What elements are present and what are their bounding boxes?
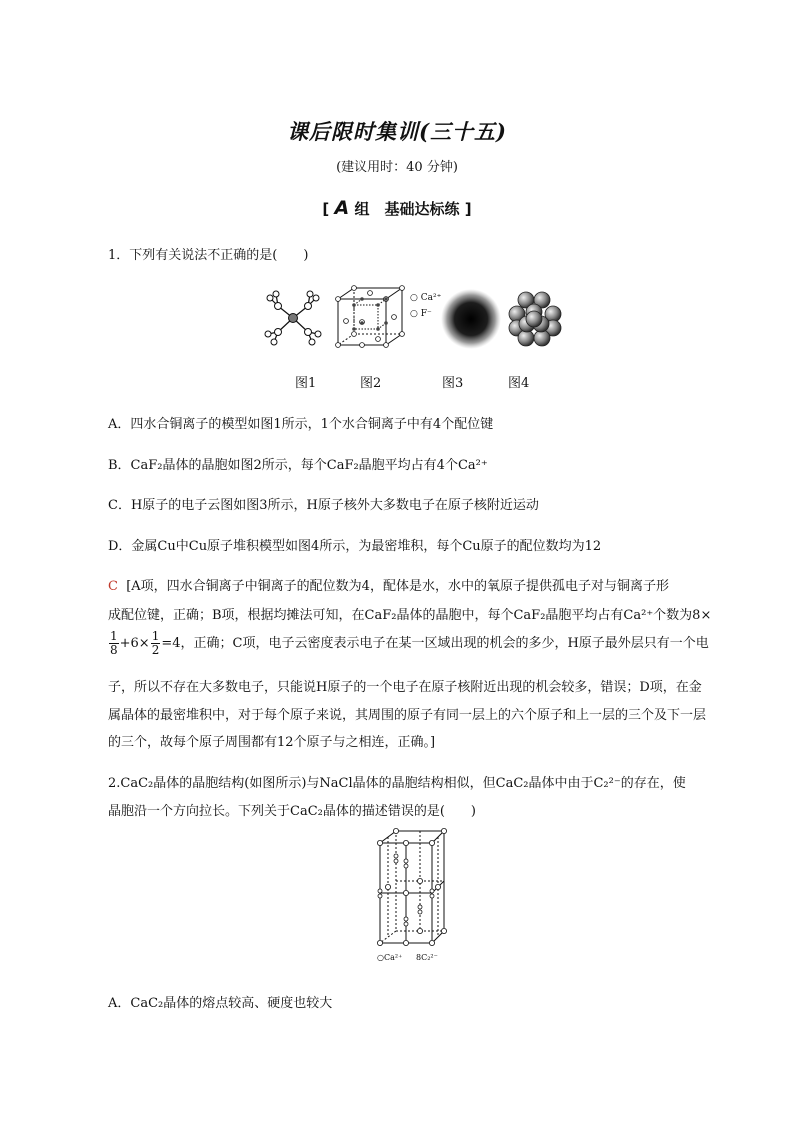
q1-option-a: A．四水合铜离子的模型如图1所示，1个水合铜离子中有4个配位键 bbox=[108, 417, 494, 432]
fig2-caf2-cell bbox=[334, 285, 406, 349]
fig1-label: 图1 bbox=[295, 376, 317, 391]
fig1-cu-h2o-model bbox=[262, 288, 324, 348]
bracket-close: ] bbox=[464, 200, 472, 218]
q1-option-d: D．金属Cu中Cu原子堆积模型如图4所示，为最密堆积，每个Cu原子的配位数均为12 bbox=[108, 539, 602, 554]
q2-stem-line-2: 晶胞沿一个方向拉长。下列关于CaC₂晶体的描述错误的是( ) bbox=[108, 804, 476, 819]
group-text: 组 基础达标练 bbox=[354, 200, 460, 218]
q1-explain-line-3: $\frac{1}{8}$ +6× $\frac{1}{2}$ =4，正确；C项，电子云密度表示电子在某一区域出现的机会的多少，H原子最外层只有一个电 bbox=[110, 629, 709, 657]
q1-option-c: C．H原子的电子云图如图3所示，H原子核外大多数电子在原子核附近运动 bbox=[108, 498, 539, 513]
q2-option-a: A．CaC₂晶体的熔点较高、硬度也较大 bbox=[108, 996, 333, 1011]
cac2-legend-ca: ○Ca²⁺ bbox=[377, 953, 403, 962]
q1-stem: 1．下列有关说法不正确的是( ) bbox=[108, 248, 309, 263]
time-suggestion: (建议用时：40 分钟) bbox=[336, 160, 458, 175]
q1-explain-line-5: 属晶体的最密堆积中，对于每个原子来说，其周围的原子有同一层上的六个原子和上一层的三个及下一层 bbox=[108, 708, 707, 723]
fig2-legend-ca: ○ Ca²⁺ bbox=[410, 293, 442, 303]
q1-explain-line-2: 成配位键，正确；B项，根据均摊法可知，在CaF₂晶体的晶胞中，每个CaF₂晶胞平均占有Ca²⁺个数为8× bbox=[108, 608, 712, 623]
fig4-label: 图4 bbox=[508, 376, 530, 391]
fig2-legend-f: ○ F⁻ bbox=[410, 309, 432, 319]
fraction-one-eighth: $\frac{1}{8}$ bbox=[110, 629, 118, 657]
cac2-cell-figure bbox=[374, 825, 450, 949]
cac2-legend-c2: 8C₂²⁻ bbox=[416, 953, 438, 962]
q1-explain-line-1: C [A项，四水合铜离子中铜离子的配位数为4，配体是水，水中的氧原子提供孤电子对与铜离子形 bbox=[108, 579, 669, 594]
q1-explain-line-4: 子，所以不存在大多数电子，只能说H原子的一个电子在原子核附近出现的机会较多，错误；D项，在金 bbox=[108, 680, 702, 695]
page-title: 课后限时集训(三十五) bbox=[287, 119, 507, 144]
q1-answer: C bbox=[108, 579, 118, 594]
fig3-electron-cloud bbox=[440, 288, 502, 350]
group-heading bbox=[0, 197, 794, 219]
q1-explain-line-6: 的三个，故每个原子周围都有12个原子与之相连，正确。] bbox=[108, 735, 436, 750]
fig2-label: 图2 bbox=[360, 376, 382, 391]
bracket-open: [ bbox=[322, 200, 330, 218]
fig3-label: 图3 bbox=[442, 376, 464, 391]
group-letter: A bbox=[334, 197, 350, 219]
fig4-close-packing bbox=[506, 290, 564, 348]
q2-stem-line-1: 2.CaC₂晶体的晶胞结构(如图所示)与NaCl晶体的晶胞结构相似，但CaC₂晶体中由于C₂²⁻的存在，使 bbox=[108, 776, 686, 791]
fraction-one-half: $\frac{1}{2}$ bbox=[151, 629, 160, 657]
q1-option-b: B．CaF₂晶体的晶胞如图2所示，每个CaF₂晶胞平均占有4个Ca²⁺ bbox=[108, 458, 488, 473]
